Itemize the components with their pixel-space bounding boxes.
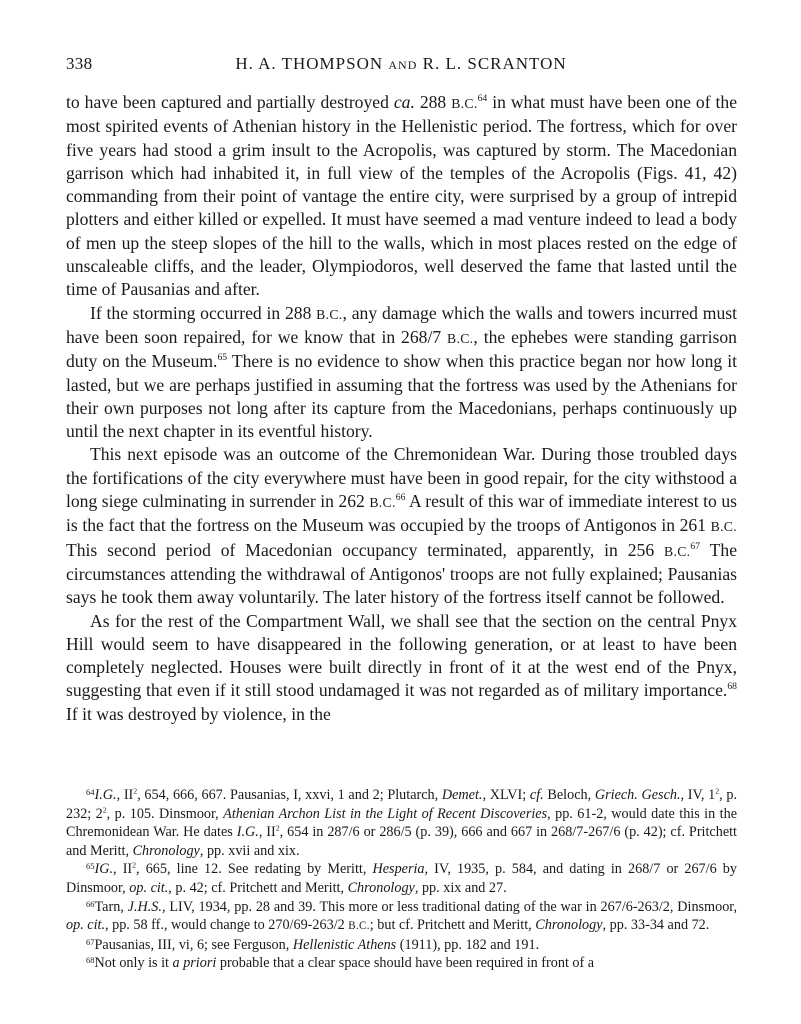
- running-header: [66, 54, 736, 78]
- footnote-64: $^{64}$I.G., $II^2$, 654, 666, 667. Pausanias, I, xxvi, 1 and 2; Plutarch, Demet., XLVI; cf. Beloch, Griech. Gesch., IV, $1^2$, p. 232; $2^2$, p. 105. Dinsmoor, Athenian Archon List in the Light of Recent Discoveries, pp. 61-2, would date this in the Chremonidean War. He dates I.G., $II^2$, 654 in 287/6 or 286/5 (p. 39), 666 and 667 in 268/7-267/6 (p. 42); cf. Pritchett and Meritt, Chronology, pp. xvii and xix.: [66, 786, 738, 859]
- footnote-ref-65[interactable]: 65: [217, 352, 228, 364]
- footnote-66: $^{66}$Tarn, J.H.S., LIV, 1934, pp. 28 and 39. This more or less traditional dating of the war in 267/6-263/2, Dinsmoor, op. cit., pp. 58 ff., would change to 270/69-263/2 B.C.; but cf. Pritchett and Meritt, Chronology, pp. 33-34 and 72.: [66, 898, 737, 934]
- footnote-ref-68[interactable]: 68: [727, 681, 737, 693]
- paragraph-3: This next episode was an outcome of the Chremonidean War. During those troubled days the fortifications of the city everywhere must have been in good repair, for the city withstood a long siege culminating in surrender in 262 B.C.$^{66}$ A result of this war of immediate interest to us is the fact that the fortress on the Museum was occupied by the troops of Antigonos in 261 B.C. This second period of Macedonian occupancy terminated, apparently, in 256 B.C.$^{67}$ The circumstances attending the withdrawal of Antigonos' troops are not fully explained; Pausanias says he took them away voluntarily. The later history of the fortress itself cannot be followed.: [66, 444, 738, 608]
- footnote-68: $^{68}$Not only is it a priori probable that a clear space should have been required in front of a: [86, 955, 595, 972]
- author-1: H. A. THOMPSON: [235, 54, 384, 73]
- paragraph-2: If the storming occurred in 288 B.C., any damage which the walls and towers incurred must have been soon repaired, for we know that in 268/7 B.C., the ephebes were standing garrison duty on the Museum.$^{65}$ There is no evidence to show when this practice began nor how long it lasted, but we are perhaps justified in assuming that the fortress was used by the Athenians for their own purposes not long after its capture from the Macedonians, perhaps continuously up until the next chapter in its eventful history.: [66, 302, 737, 442]
- page-number: 338: [66, 54, 93, 73]
- footnote-ref-67[interactable]: 67: [690, 540, 701, 552]
- footnote-67: $^{67}$Pausanias, III, vi, 6; see Ferguson, Hellenistic Athens (1911), pp. 182 and 191.: [86, 936, 540, 953]
- footnote-ref-66[interactable]: 66: [395, 492, 406, 504]
- footnotes: [66, 786, 737, 973]
- footnote-65: $^{65}$IG., $II^2$, 665, line 12. See redating by Meritt, Hesperia, IV, 1935, p. 584, and dating in 268/7 or 267/6 by Dinsmoor, op. cit., p. 42; cf. Pritchett and Meritt, Chronology, pp. xix and 27.: [66, 860, 737, 896]
- main-text: [66, 91, 737, 726]
- paragraph-1: to have been captured and partially destroyed ca. 288 B.C.$^{64}$ in what must have been one of the most spirited events of Athenian history in the Hellenistic period. The fortress, which for over five years had stood a grim insult to the Acropolis, was captured by storm. The Macedonian garrison which had inhabited it, in full view of the temples of the Acropolis (Figs. 41, 42) commanding from their point of vantage the entire city, were surprised by a group of intrepid plotters and either killed or expelled. It must have seemed a mad venture indeed to lead a body of men up the steep slopes of the hill to the walls, which in most places rested on the edge of unscaleable cliffs, and the leader, Olympiodoros, well deserved the fame that lasted until the time of Pausanias and after.: [66, 92, 738, 300]
- author-conjunction: AND: [388, 58, 418, 72]
- footnote-ref-64[interactable]: 64: [477, 93, 488, 105]
- running-head-authors: [66, 54, 736, 74]
- author-2: R. L. SCRANTON: [422, 54, 567, 73]
- paragraph-4: As for the rest of the Compartment Wall, we shall see that the section on the central Pnyx Hill would seem to have disappeared in the following generation, or at least to have been completely neglected. Houses were built directly in front of it at the west end of the Pnyx, suggesting that even if it still stood undamaged it was not regarded as of military importance.$^{68}$ If it was destroyed by violence, in the: [66, 610, 737, 724]
